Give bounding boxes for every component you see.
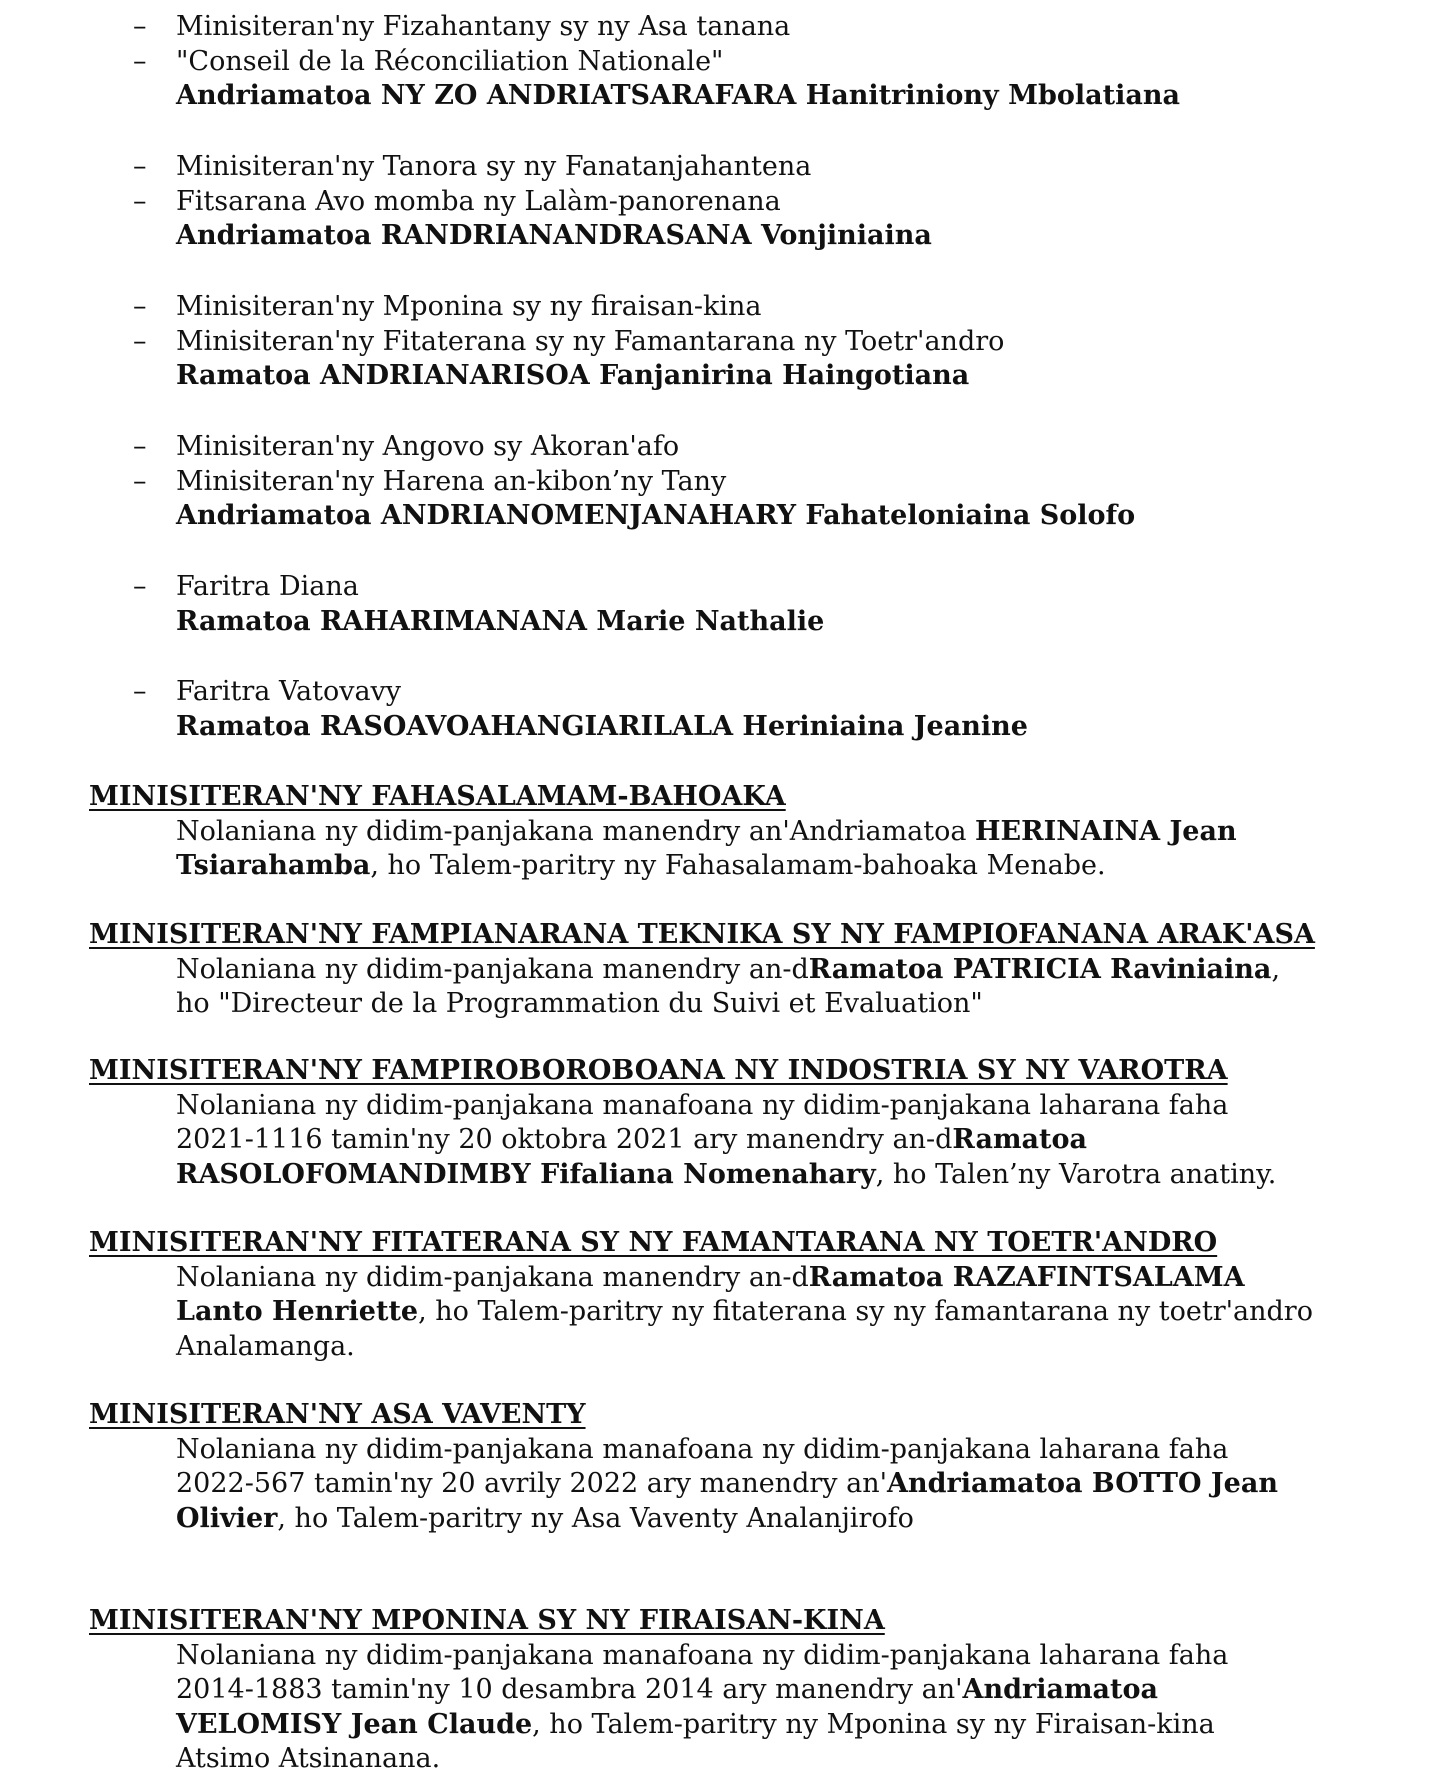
list-dash: – bbox=[133, 676, 147, 707]
appointment-group bbox=[0, 10, 1448, 114]
list-dash: – bbox=[133, 291, 147, 322]
list-item: Minisiteran'ny Mponina sy ny firaisan-kina bbox=[176, 291, 762, 322]
ministry-section bbox=[0, 780, 1448, 884]
list-item: "Conseil de la Réconciliation Nationale" bbox=[176, 45, 724, 77]
list-item: Faritra Vatovavy bbox=[176, 676, 402, 707]
paragraph-line: Tsiarahamba, ho Talem-paritry ny Fahasalamam-bahoaka Menabe. bbox=[176, 850, 1106, 881]
appointment-group bbox=[0, 430, 1448, 534]
section-heading: MINISITERAN'NY ASA VAVENTY bbox=[89, 1399, 586, 1430]
paragraph-line: Nolaniana ny didim-panjakana manendry an-dRamatoa RAZAFINTSALAMA bbox=[176, 1261, 1245, 1293]
paragraph-line: Nolaniana ny didim-panjakana manafoana ny didim-panjakana laharana faha bbox=[176, 1639, 1229, 1671]
list-item: Faritra Diana bbox=[176, 571, 359, 602]
paragraph-line: ho "Directeur de la Programmation du Suivi et Evaluation" bbox=[176, 988, 983, 1019]
section-heading: MINISITERAN'NY FITATERANA SY NY FAMANTARANA NY TOETR'ANDRO bbox=[89, 1227, 1218, 1258]
appointee-name: Ramatoa RAHARIMANANA Marie Nathalie bbox=[176, 605, 825, 637]
section-heading: MINISITERAN'NY FAMPIROBOROBOANA NY INDOSTRIA SY NY VAROTRA bbox=[89, 1055, 1228, 1086]
list-item: Minisiteran'ny Angovo sy Akoran'afo bbox=[176, 431, 680, 462]
appointee-name: Andriamatoa ANDRIANOMENJANAHARY Fahateloniaina Solofo bbox=[176, 500, 1136, 531]
list-item: Minisiteran'ny Fizahantany sy ny Asa tanana bbox=[176, 11, 791, 42]
appointment-group bbox=[0, 290, 1448, 394]
appointment-group bbox=[0, 675, 1448, 744]
paragraph-line: Nolaniana ny didim-panjakana manendry an'Andriamatoa HERINAINA Jean bbox=[176, 815, 1237, 847]
section-heading: MINISITERAN'NY FAHASALAMAM-BAHOAKA bbox=[89, 781, 786, 812]
paragraph-line: 2021-1116 tamin'ny 20 oktobra 2021 ary manendry an-dRamatoa bbox=[176, 1124, 1087, 1155]
list-dash: – bbox=[133, 11, 147, 42]
list-dash: – bbox=[133, 151, 147, 182]
paragraph-line: Lanto Henriette, ho Talem-paritry ny fitaterana sy ny famantarana ny toetr'andro bbox=[176, 1296, 1313, 1327]
appointment-group bbox=[0, 150, 1448, 254]
paragraph-line: 2014-1883 tamin'ny 10 desambra 2014 ary manendry an'Andriamatoa bbox=[176, 1674, 1158, 1705]
appointee-name: Andriamatoa RANDRIANANDRASANA Vonjiniaina bbox=[176, 220, 932, 251]
paragraph-line: VELOMISY Jean Claude, ho Talem-paritry ny Mponina sy ny Firaisan-kina bbox=[176, 1708, 1215, 1740]
list-item: Fitsarana Avo momba ny Lalàm-panorenana bbox=[176, 185, 781, 217]
list-dash: – bbox=[133, 571, 147, 602]
ministry-section bbox=[0, 1604, 1448, 1777]
paragraph-line: Atsimo Atsinanana. bbox=[176, 1743, 441, 1774]
paragraph-line: Nolaniana ny didim-panjakana manafoana ny didim-panjakana laharana faha bbox=[176, 1433, 1229, 1465]
list-dash: – bbox=[133, 45, 147, 77]
list-dash: – bbox=[133, 325, 147, 357]
ministry-section bbox=[0, 1054, 1448, 1192]
ministry-section bbox=[0, 1398, 1448, 1536]
list-item: Minisiteran'ny Harena an-kibon’ny Tany bbox=[176, 465, 727, 497]
appointee-name: Ramatoa ANDRIANARISOA Fanjanirina Haingotiana bbox=[176, 360, 970, 391]
section-heading: MINISITERAN'NY FAMPIANARANA TEKNIKA SY NY FAMPIOFANANA ARAK'ASA bbox=[89, 919, 1315, 950]
paragraph-line: Nolaniana ny didim-panjakana manendry an-dRamatoa PATRICIA Raviniaina, bbox=[176, 953, 1281, 985]
paragraph-line: Analamanga. bbox=[176, 1330, 355, 1362]
appointee-name: Ramatoa RASOAVOAHANGIARILALA Heriniaina Jeanine bbox=[176, 710, 1028, 742]
list-item: Minisiteran'ny Fitaterana sy ny Famantarana ny Toetr'andro bbox=[176, 325, 1005, 357]
list-dash: – bbox=[133, 431, 147, 462]
ministry-section bbox=[0, 918, 1448, 1022]
list-item: Minisiteran'ny Tanora sy ny Fanatanjahantena bbox=[176, 151, 812, 182]
ministry-section bbox=[0, 1226, 1448, 1364]
list-dash: – bbox=[133, 185, 147, 217]
paragraph-line: Nolaniana ny didim-panjakana manafoana ny didim-panjakana laharana faha bbox=[176, 1089, 1229, 1121]
section-heading: MINISITERAN'NY MPONINA SY NY FIRAISAN-KINA bbox=[89, 1605, 885, 1636]
paragraph-line: 2022-567 tamin'ny 20 avrily 2022 ary manendry an'Andriamatoa BOTTO Jean bbox=[176, 1468, 1278, 1499]
list-dash: – bbox=[133, 465, 147, 497]
appointment-group bbox=[0, 570, 1448, 639]
paragraph-line: Olivier, ho Talem-paritry ny Asa Vaventy Analanjirofo bbox=[176, 1502, 914, 1534]
appointee-name: Andriamatoa NY ZO ANDRIATSARAFARA Hanitriniony Mbolatiana bbox=[176, 80, 1181, 111]
paragraph-line: RASOLOFOMANDIMBY Fifaliana Nomenahary, ho Talen’ny Varotra anatiny. bbox=[176, 1158, 1277, 1190]
